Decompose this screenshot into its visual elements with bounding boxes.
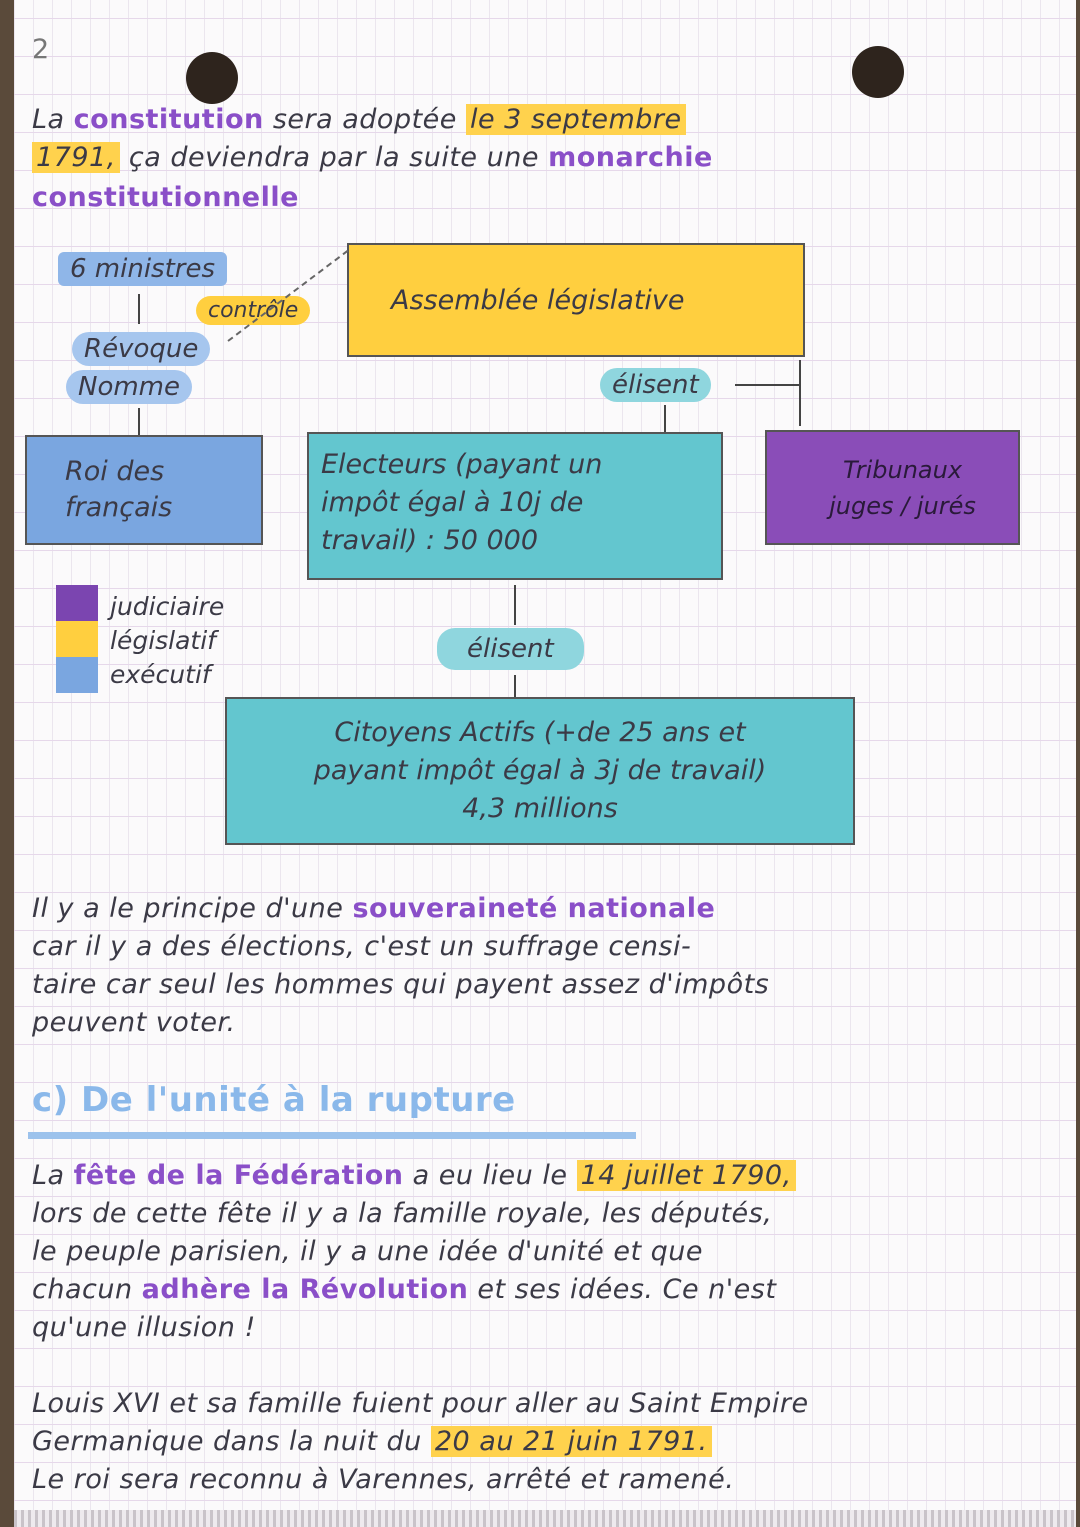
legend-label: judiciaire <box>110 592 225 621</box>
paragraph-line: lors de cette fête il y a la famille royale, les députés, <box>32 1198 773 1229</box>
text: français <box>65 492 173 523</box>
page-number: 2 <box>32 34 50 65</box>
connector-line <box>514 675 516 697</box>
section-heading: c) De l'unité à la rupture <box>32 1080 516 1120</box>
elisent-label: élisent <box>437 628 584 670</box>
roi-box <box>25 435 263 545</box>
citoyens-box <box>225 697 855 845</box>
text: impôt égal à 10j de <box>321 487 584 518</box>
text: sera adoptée <box>263 104 466 135</box>
text: Tribunaux <box>842 455 963 484</box>
paragraph-line: peuvent voter. <box>32 1007 236 1038</box>
keyword: monarchie <box>548 142 713 173</box>
text: Il y a le principe d'une <box>32 893 353 924</box>
paragraph-line <box>32 893 715 924</box>
assemblee-box: Assemblée législative <box>347 243 805 357</box>
text: ça deviendra par la suite une <box>119 142 549 173</box>
date-highlight: 14 juillet 1790, <box>577 1160 796 1191</box>
text: Electeurs (payant un <box>321 449 603 480</box>
legend-swatch-executive <box>56 657 98 693</box>
legend-label: exécutif <box>110 660 211 689</box>
keyword: constitution <box>73 104 264 135</box>
text: La <box>32 104 74 135</box>
text: et ses idées. Ce n'est <box>468 1274 777 1305</box>
paragraph-line: taire car seul les hommes qui payent assez d'impôts <box>32 969 770 1000</box>
date-highlight: 1791, <box>32 142 120 173</box>
intro-line <box>32 142 713 173</box>
text: a eu lieu le <box>403 1160 577 1191</box>
tribunaux-box <box>765 430 1020 545</box>
paragraph-line <box>32 1160 796 1191</box>
text: chacun <box>32 1274 142 1305</box>
punch-hole <box>852 46 904 98</box>
revoque-label: Révoque <box>72 332 210 366</box>
paragraph-line <box>32 1426 712 1457</box>
paragraph-line: Le roi sera reconnu à Varennes, arrêté et ramené. <box>32 1464 735 1495</box>
text: La <box>32 1160 74 1191</box>
paragraph-line: le peuple parisien, il y a une idée d'unité et que <box>32 1236 703 1267</box>
text: 4,3 millions <box>462 793 618 824</box>
legend-label: législatif <box>110 626 216 655</box>
connector-line <box>735 384 800 386</box>
date-highlight: le 3 septembre <box>466 104 686 135</box>
text: Roi des <box>65 456 165 487</box>
ministres-box: 6 ministres <box>58 252 227 286</box>
keyword: souveraineté nationale <box>352 893 716 924</box>
text: Germanique dans la nuit du <box>32 1426 431 1457</box>
text: travail) : 50 000 <box>321 525 539 556</box>
intro-line <box>32 182 299 213</box>
keyword: fête de la Fédération <box>73 1160 404 1191</box>
nomme-label: Nomme <box>66 370 192 404</box>
electeurs-box <box>307 432 723 580</box>
paragraph-line <box>32 1274 776 1305</box>
intro-line <box>32 104 686 135</box>
paragraph-line: car il y a des élections, c'est un suffrage censi- <box>32 931 692 962</box>
legend-swatch-judicial <box>56 585 98 621</box>
legend-swatch-legislative <box>56 621 98 657</box>
punch-hole <box>186 52 238 104</box>
text: payant impôt égal à 3j de travail) <box>313 755 767 786</box>
elisent-label: élisent <box>600 368 711 402</box>
date-highlight: 20 au 21 juin 1791. <box>431 1426 712 1457</box>
connector-line <box>138 408 140 436</box>
double-arrow-line <box>799 360 801 426</box>
keyword: constitutionnelle <box>32 182 299 213</box>
heading-underline <box>28 1132 636 1139</box>
arrow-line <box>138 294 140 324</box>
controle-label: contrôle <box>196 296 310 325</box>
connector-line <box>664 405 666 432</box>
keyword: adhère la Révolution <box>141 1274 469 1305</box>
arrow-line <box>514 585 516 625</box>
paragraph-line: qu'une illusion ! <box>32 1312 256 1343</box>
text: Citoyens Actifs (+de 25 ans et <box>334 717 746 748</box>
text: juges / jurés <box>829 491 976 520</box>
paragraph-line: Louis XVI et sa famille fuient pour aller au Saint Empire <box>32 1388 809 1419</box>
page-edge <box>14 1510 1076 1527</box>
